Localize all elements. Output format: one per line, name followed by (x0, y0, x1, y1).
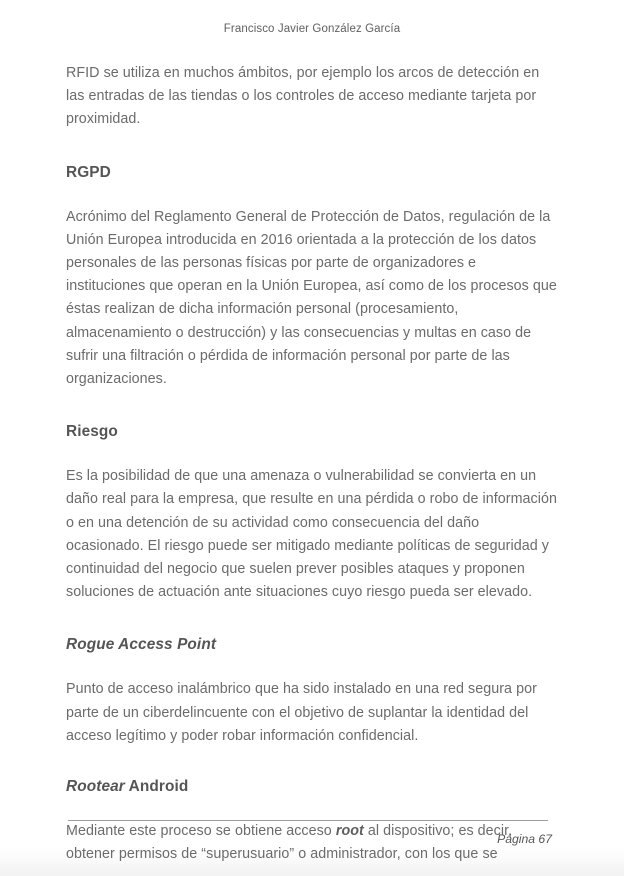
heading-rgpd: RGPD (66, 163, 111, 181)
paragraph-rgpd: Acrónimo del Reglamento General de Protección de Datos, regulación de la Unión Europea introducida en 2016 orientada a la protección de los datos personales de las personas físicas por parte de organizadores e instituciones que operan en la Unión Europea, así como de los procesos que éstas realizan de dicha información personal (procesamiento, almacenamiento o destrucción) y las consecuencias y multas en caso de sufrir una filtración o pérdida de información personal por parte de las organizaciones. (66, 208, 557, 388)
spacer (66, 604, 557, 634)
footer-divider (68, 820, 548, 821)
heading-android-upright-part: Android (124, 778, 189, 796)
paragraph-rogue-access-point: Punto de acceso inalámbrico que ha sido instalado en una red segura por parte de un ciberdelincuente con el objetivo de suplantar la identidad del acceso legítimo y poder robar información confidencial. (66, 681, 537, 744)
page-content (66, 62, 557, 866)
spacer (66, 132, 557, 162)
spacer (66, 184, 557, 206)
spacer (66, 748, 557, 776)
paragraph-text-after-emphasis: al dispositivo; es decir, obtener permisos de “superusuario” o administrador, con los que se (66, 823, 513, 863)
spacer (66, 798, 557, 820)
paragraph-emphasis-root: root (335, 823, 364, 840)
paragraph-riesgo: Es la posibilidad de que una amenaza o vulnerabilidad se convierta en un daño real para la empresa, que resulte en una pérdida o robo de información o en una detención de su actividad como consecuencia del daño ocasionado. El riesgo puede ser mitigado mediante políticas de seguridad y continuidad del negocio que suelen prever posibles ataques y proponen soluciones de actuación ante situaciones cuyo riesgo pueda ser elevado. (66, 468, 557, 601)
paragraph-rootear-android (66, 820, 557, 866)
paragraph-text-before-emphasis: Mediante este proceso se obtiene acceso (66, 823, 336, 840)
spacer (66, 391, 557, 421)
paragraph-rfid-continued: RFID se utiliza en muchos ámbitos, por ejemplo los arcos de detección en las entradas de las tiendas o los controles de acceso mediante tarjeta por proximidad. (66, 65, 540, 128)
footer-page-number: Página 67 (497, 832, 552, 846)
heading-rootear-android (66, 776, 557, 798)
heading-riesgo: Riesgo (66, 423, 118, 441)
spacer (66, 656, 557, 678)
spacer (66, 443, 557, 465)
heading-rogue-access-point: Rogue Access Point (66, 636, 217, 654)
running-header: Francisco Javier González García (223, 23, 401, 35)
heading-rootear-italic-part: Rootear (66, 778, 125, 796)
